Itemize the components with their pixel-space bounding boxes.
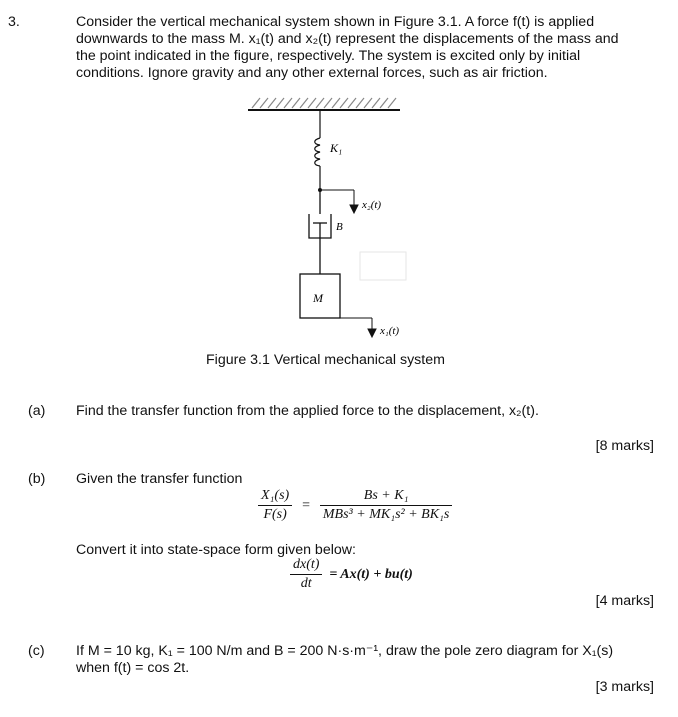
part-c-marks: [3 marks] bbox=[595, 679, 654, 695]
part-c-label: (c) bbox=[28, 643, 45, 659]
tf-lhs-den: F(s) bbox=[263, 507, 287, 522]
x1-arrow bbox=[320, 318, 376, 337]
mechanical-system-figure bbox=[240, 94, 440, 344]
transfer-function bbox=[258, 488, 452, 523]
ss-den: dt bbox=[300, 576, 312, 591]
x1-label: x₁(t) bbox=[380, 325, 400, 337]
tf-equals: = bbox=[302, 498, 310, 514]
faint-artifact bbox=[360, 252, 406, 280]
part-c-line-2: when f(t) = cos 2t. bbox=[76, 660, 190, 676]
tf-rhs-den: MBs³ + MK₁s² + BK₁s bbox=[322, 507, 450, 522]
part-b-convert-text: Convert it into state-space form given below: bbox=[76, 542, 356, 558]
mass-label: M bbox=[313, 291, 323, 305]
question-intro bbox=[76, 14, 656, 82]
part-a-marks: [8 marks] bbox=[595, 438, 654, 454]
question-number: 3. bbox=[8, 14, 20, 30]
part-c-line-1: If M = 10 kg, K₁ = 100 N/m and B = 200 N·s·m⁻¹, draw the pole zero diagram for X₁(s) bbox=[76, 643, 614, 659]
part-b-label: (b) bbox=[28, 471, 46, 487]
spring-k1 bbox=[315, 110, 320, 190]
x2-label: x₂(t) bbox=[362, 199, 382, 211]
tf-rhs-num: Bs + K₁ bbox=[320, 488, 452, 506]
x2-arrow bbox=[320, 190, 358, 213]
spring-label: K₁ bbox=[330, 141, 343, 155]
state-space-equation bbox=[290, 557, 413, 592]
intro-line-1: Consider the vertical mechanical system shown in Figure 3.1. A force f(t) is applied bbox=[76, 14, 595, 30]
ss-rhs: = Ax(t) + bu(t) bbox=[329, 567, 413, 583]
tf-lhs-fraction bbox=[258, 488, 292, 523]
intro-line-3: the point indicated in the figure, respectively. The system is excited only by initial bbox=[76, 48, 581, 64]
figure-caption: Figure 3.1 Vertical mechanical system bbox=[206, 352, 445, 368]
ceiling-support bbox=[248, 98, 400, 110]
intro-line-4: conditions. Ignore gravity and any other external forces, such as air friction. bbox=[76, 65, 548, 81]
part-a-label: (a) bbox=[28, 403, 46, 419]
part-b-marks: [4 marks] bbox=[595, 593, 654, 609]
ss-num: dx(t) bbox=[290, 557, 322, 575]
damper-label: B bbox=[336, 221, 343, 233]
tf-lhs-num: X₁(s) bbox=[258, 488, 292, 506]
part-b-intro: Given the transfer function bbox=[76, 471, 243, 487]
part-c-text bbox=[76, 643, 666, 677]
ss-fraction bbox=[290, 557, 322, 592]
damper-b bbox=[309, 190, 331, 274]
tf-rhs-fraction bbox=[320, 488, 452, 523]
intro-line-2: downwards to the mass M. x₁(t) and x₂(t) represent the displacements of the mass and bbox=[76, 31, 619, 47]
part-a-text: Find the transfer function from the applied force to the displacement, x₂(t). bbox=[76, 403, 539, 419]
